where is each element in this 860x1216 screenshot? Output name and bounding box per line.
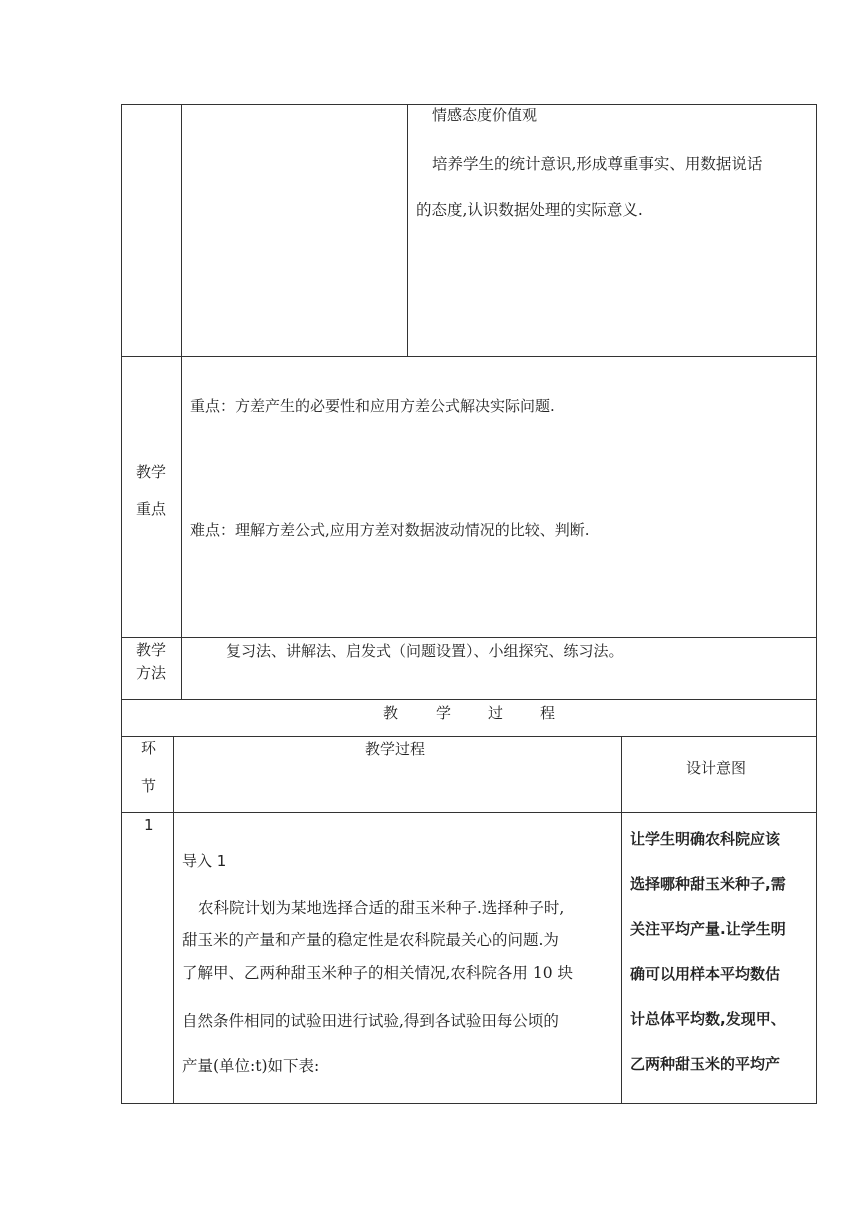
intent-line-6: 乙两种甜玉米的平均产 — [630, 1055, 781, 1073]
process-header: 教学过程 — [365, 740, 426, 758]
key-points-label-line-2: 重点 — [136, 500, 167, 518]
row-divider-2 — [121, 637, 817, 638]
intent-line-1: 让学生明确农科院应该 — [630, 830, 781, 848]
intent-header: 设计意图 — [686, 759, 747, 777]
objective-heading: 情感态度价值观 — [432, 106, 538, 124]
table-right-border — [816, 104, 817, 1104]
intent-line-2: 选择哪种甜玉米种子,需 — [630, 875, 786, 893]
row-divider-5 — [121, 812, 817, 813]
process-title-char-1: 教 — [383, 704, 399, 722]
objective-paragraph-line-1: 培养学生的统计意识,形成尊重事实、用数据说话 — [432, 155, 763, 173]
intro-line-3: 了解甲、乙两种甜玉米种子的相关情况,农科院各用 10 块 — [182, 964, 574, 982]
intro-heading: 导入 1 — [182, 852, 227, 870]
stage-header-line-1: 环 — [141, 739, 157, 757]
intro-line-4: 自然条件相同的试验田进行试验,得到各试验田每公顷的 — [182, 1012, 559, 1030]
intro-line-1: 农科院计划为某地选择合适的甜玉米种子.选择种子时, — [198, 899, 565, 917]
intro-line-2: 甜玉米的产量和产量的稳定性是农科院最关心的问题.为 — [182, 931, 559, 949]
process-title-char-3: 过 — [488, 704, 504, 722]
methods-text: 复习法、讲解法、启发式（问题设置）、小组探究、练习法。 — [226, 642, 624, 660]
stage-col-divider — [173, 736, 174, 1104]
table-top-border — [121, 104, 817, 105]
methods-label-line-1: 教学 — [136, 641, 167, 659]
process-title-char-4: 程 — [540, 704, 556, 722]
key-point-emphasis: 重点：方差产生的必要性和应用方差公式解决实际问题. — [190, 397, 555, 415]
stage-number: 1 — [144, 816, 154, 834]
table-left-border — [121, 104, 122, 1104]
stage-header-line-2: 节 — [141, 777, 157, 795]
intro-line-5: 产量(单位:t)如下表: — [182, 1057, 320, 1075]
table-bottom-border — [121, 1103, 817, 1104]
intent-line-5: 计总体平均数,发现甲、 — [630, 1010, 786, 1028]
key-point-difficulty: 难点：理解方差公式,应用方差对数据波动情况的比较、判断. — [190, 521, 590, 539]
row-divider-3 — [121, 699, 817, 700]
key-points-label-line-1: 教学 — [136, 463, 167, 481]
label-col-divider — [181, 104, 182, 699]
intent-line-3: 关注平均产量.让学生明 — [630, 920, 786, 938]
row-divider-1 — [121, 356, 817, 357]
intent-col-divider — [621, 736, 622, 1104]
objective-paragraph-line-2: 的态度,认识数据处理的实际意义. — [416, 201, 643, 219]
objectives-col-divider — [407, 104, 408, 356]
row-divider-4 — [121, 736, 817, 737]
intent-line-4: 确可以用样本平均数估 — [630, 965, 781, 983]
process-title-char-2: 学 — [436, 704, 452, 722]
methods-label-line-2: 方法 — [136, 664, 167, 682]
